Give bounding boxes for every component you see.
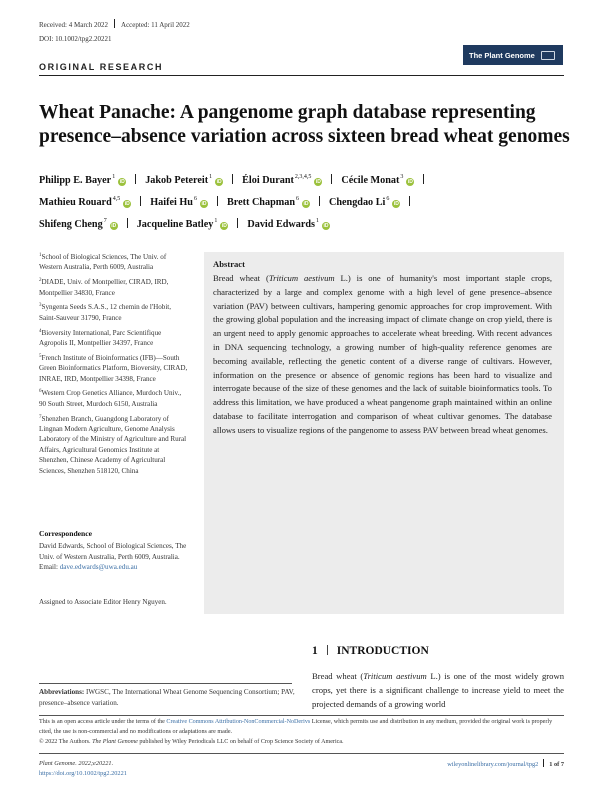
orcid-icon[interactable]: iD xyxy=(119,179,125,185)
author-name[interactable]: Jacqueline Batley$^1$ xyxy=(136,218,218,230)
section-title: INTRODUCTION xyxy=(336,645,429,657)
abstract-box xyxy=(204,252,564,614)
affiliation-item: $^3$Syngenta Seeds S.A.S., 12 chemin de l'Hobit, Saint-Sauveur 31790, France xyxy=(39,303,172,322)
doi-url-link[interactable]: https://doi.org/10.1002/tpg2.20221 xyxy=(39,769,127,777)
header-meta xyxy=(39,19,190,29)
author-separator xyxy=(409,196,410,206)
affiliation-item: $^5$French Institute of Bioinformatics (IFB)—South Green Bioinformatics Platform, Bioversity, CIRAD, INRAE, IRD, Montpellier 34398, France xyxy=(39,353,188,383)
orcid-icon[interactable]: iD xyxy=(303,201,309,207)
header-divider xyxy=(114,19,115,28)
author-name[interactable]: Shifeng Cheng$^7$ xyxy=(39,218,107,230)
footer-left xyxy=(39,759,127,778)
license-note: This is an open access article under the terms of the Creative Commons Attribution-NonCommercial-NoDerivs License, which permits use and distribution in any medium, provided the original work is properly cited, the use is non-commercial and no modifications or adaptations are made. © 2022 The Authors. The Plant Genome published by Wiley Periodicals LLC on behalf of Crop Science Society of America. xyxy=(39,719,553,745)
copyright-line: © 2022 The Authors. The Plant Genome published by Wiley Periodicals LLC on behalf of Crop Science Society of America. xyxy=(39,738,344,745)
received-date: Received: 4 March 2022 xyxy=(39,21,109,29)
affiliation-item: $^7$Shenzhen Branch, Guangdong Laboratory of Lingnan Modern Agriculture, Genome Analysis Laboratory of the Ministry of Agriculture and Rural Affairs, Agricultural Genomics Institute at Shenzhen, Chinese Academy of Agricultural Sciences, Shenzhen 518120, China xyxy=(39,414,187,475)
orcid-icon[interactable]: iD xyxy=(216,179,222,185)
header-rule xyxy=(39,75,564,76)
title-line-1: Wheat Panache: A pangenome graph database representing xyxy=(39,102,536,123)
license-rule xyxy=(39,715,564,716)
author-name[interactable]: Éloi Durant$^{2,3,4,5}$ xyxy=(242,174,312,186)
journal-badge-label: The Plant Genome xyxy=(469,50,535,60)
author-separator xyxy=(232,174,233,184)
introduction-text: Bread wheat (Triticum aestivum L.) is one of the most widely grown crops, yet there is a significant challenge to increase yield to meet the projected demands of a growing world xyxy=(312,671,565,709)
author-name[interactable]: David Edwards$^1$ xyxy=(247,218,320,230)
author-separator xyxy=(237,218,238,228)
assigned-editor: Assigned to Associate Editor Henry Nguyen. xyxy=(39,598,167,606)
orcid-icon[interactable]: iD xyxy=(111,223,117,229)
author-name[interactable]: Chengdao Li$^6$ xyxy=(328,196,390,208)
abbreviations-note: Abbreviations: IWGSC, The International Wheat Genome Sequencing Consortium; PAV, presence–absence variation. xyxy=(39,688,295,707)
abbreviations-rule xyxy=(39,683,292,684)
footer-divider xyxy=(543,759,544,767)
section-divider xyxy=(327,645,328,655)
author-name[interactable]: Cécile Monat$^3$ xyxy=(341,174,404,186)
author-name[interactable]: Jakob Petereit$^1$ xyxy=(145,174,213,186)
orcid-icon[interactable]: iD xyxy=(201,201,207,207)
affiliation-item: $^1$School of Biological Sciences, The Univ. of Western Australia, Perth 6009, Australia xyxy=(39,253,167,272)
author-separator xyxy=(331,174,332,184)
society-logo-icon xyxy=(541,51,555,60)
journal-citation: Plant Genome. 2022;e20221. xyxy=(39,760,114,767)
author-line-1 xyxy=(39,168,579,190)
author-line-2 xyxy=(39,190,579,212)
journal-site-link[interactable]: wileyonlinelibrary.com/journal/tpg2 xyxy=(447,761,539,768)
affiliation-item: $^6$Western Crop Genetics Alliance, Murdoch Univ., 90 South Street, Murdoch 6150, Australia xyxy=(39,389,182,408)
affiliation-item: $^4$Bioversity International, Parc Scientifique Agropolis II, Montpellier 34397, France xyxy=(39,328,162,348)
author-separator xyxy=(127,218,128,228)
journal-badge[interactable] xyxy=(463,45,563,65)
author-name[interactable]: Philipp E. Bayer$^1$ xyxy=(39,174,116,186)
orcid-icon[interactable]: iD xyxy=(124,201,130,207)
author-name[interactable]: Mathieu Rouard$^{4,5}$ xyxy=(39,196,121,208)
introduction-heading xyxy=(312,645,429,657)
section-number: 1 xyxy=(312,645,318,657)
accepted-date: Accepted: 11 April 2022 xyxy=(121,21,190,29)
footer-right xyxy=(400,759,564,770)
orcid-icon[interactable]: iD xyxy=(393,201,399,207)
correspondence-heading: Correspondence xyxy=(39,529,93,538)
article-type-label: ORIGINAL RESEARCH xyxy=(39,62,164,72)
author-separator xyxy=(423,174,424,184)
page-number: 1 of 7 xyxy=(549,761,564,768)
article-title xyxy=(39,101,579,149)
orcid-icon[interactable]: iD xyxy=(221,223,227,229)
author-separator xyxy=(135,174,136,184)
orcid-icon[interactable]: iD xyxy=(315,179,321,185)
license-link[interactable]: Creative Commons Attribution-NonCommercial-NoDerivs xyxy=(166,719,311,725)
correspondence-text: David Edwards, School of Biological Sciences, The Univ. of Western Australia, Perth 6009, Australia. xyxy=(39,542,187,561)
author-separator xyxy=(217,196,218,206)
author-separator xyxy=(140,196,141,206)
correspondence-block xyxy=(39,529,189,573)
author-line-3 xyxy=(39,212,579,234)
orcid-icon[interactable]: iD xyxy=(323,223,329,229)
affiliation-item: $^2$DIADE, Univ. of Montpellier, CIRAD, IRD, Montpellier 34830, France xyxy=(39,278,169,297)
author-list xyxy=(39,168,579,234)
abstract-text: Bread wheat (Triticum aestivum L.) is one of humanity's most important staple crops, characterized by a large and complex genome with a high level of gene presence–absence variation (PAV) between cultivars, hampering genomic approaches for crop improvement. With the growing global population and the increasing impact of climate change on crop yield, there is an urgent need to apply genomic approaches to accelerate wheat breeding. With recent advances in DNA sequencing technology, a growing number of high-quality reference genomes are becoming available, reflecting the genetic content of a diverse range of cultivars. However, information on the presence or absence of genomic regions has been hard to visualize and interrogate because of the size of these genomes and the lack of suitable bioinformatics tools. To address this limitation, we have produced a wheat pangenome graph maintained within an online database to facilitate interrogation and comparison of wheat cultivar genomes. The database allows users to visualize regions of the pangenome to assess PAV between bread wheat genomes. xyxy=(213,273,552,435)
author-name[interactable]: Haifei Hu$^6$ xyxy=(150,196,197,208)
affiliations xyxy=(39,251,189,479)
author-separator xyxy=(319,196,320,206)
abbreviations-label: Abbreviations: xyxy=(39,688,85,696)
orcid-icon[interactable]: iD xyxy=(407,179,413,185)
email-link[interactable]: dave.edwards@uwa.edu.au xyxy=(59,563,138,572)
abstract-heading: Abstract xyxy=(213,259,245,269)
correspondence-email: Email: dave.edwards@uwa.edu.au xyxy=(39,563,138,572)
footer-rule xyxy=(39,753,564,754)
doi-line: DOI: 10.1002/tpg2.20221 xyxy=(39,35,112,43)
title-line-2: presence–absence variation across sixteen bread wheat genomes xyxy=(39,126,570,147)
author-name[interactable]: Brett Chapman$^6$ xyxy=(226,196,299,208)
